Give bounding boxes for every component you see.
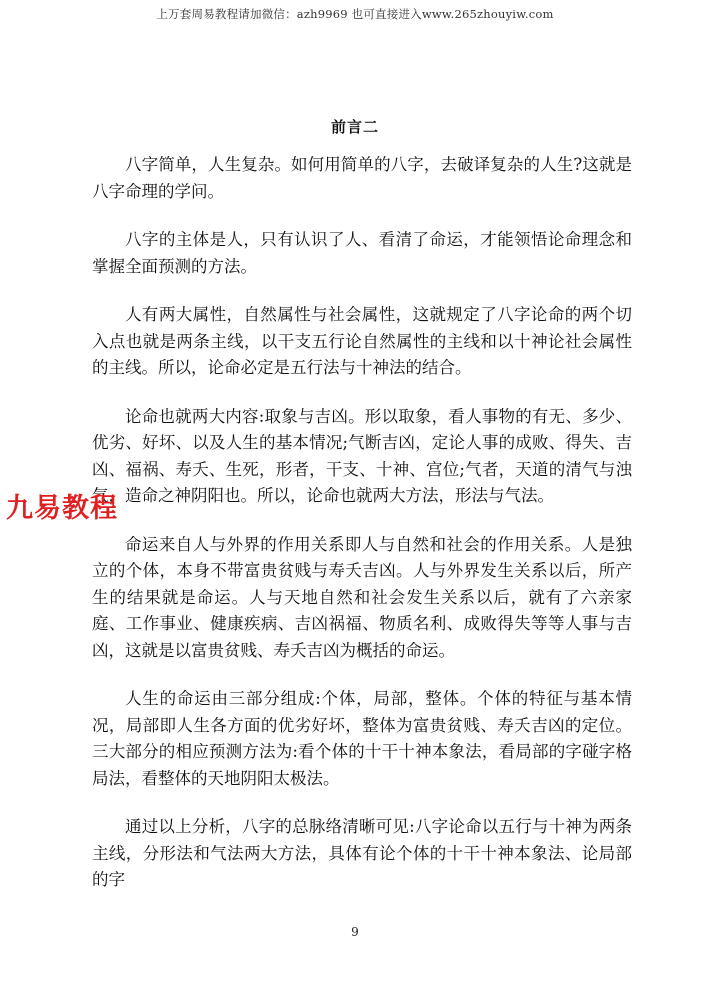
header-banner: 上万套周易教程请加微信：azh9969 也可直接进入www.265zhouyiw.com [156, 7, 554, 21]
paragraph-3: 人有两大属性，自然属性与社会属性，这就规定了八字论命的两个切入点也就是两条主线，以干支五行论自然属性的主线和以十神论社会属性的主线。所以，论命必定是五行法与十神法的结合。 [92, 305, 632, 377]
paragraph-5: 命运来自人与外界的作用关系即人与自然和社会的作用关系。人是独立的个体，本身不带富贵贫贱与寿夭吉凶。人与外界发生关系以后，所产生的结果就是命运。人与天地自然和社会发生关系以后，就有了六亲家庭、工作事业、健康疾病、吉凶祸福、物质名利、成败得失等等人事与吉凶，这就是以富贵贫贱、寿夭吉凶为概括的命运。 [92, 534, 632, 660]
page-title: 前言二 [330, 118, 379, 136]
paragraph-6: 人生的命运由三部分组成:个体，局部，整体。个体的特征与基本情况，局部即人生各方面的优劣好坏，整体为富贵贫贱、寿夭吉凶的定位。三大部分的相应预测方法为:看个体的十干十神本象法，看局部的字碰字格局法，看整体的天地阴阳太极法。 [92, 689, 632, 788]
paragraph-4: 论命也就两大内容:取象与吉凶。形以取象，看人事物的有无、多少、优劣、好坏、以及人生的基本情况;气断吉凶，定论人事的成败、得失、吉凶、福祸、寿夭、生死，形者，干支、十神、宫位;气者，天道的清气与浊气，造命之神阴阳也。所以，论命也就两大方法，形法与气法。 [92, 406, 632, 505]
page-number: 9 [351, 925, 359, 939]
document-body [92, 152, 632, 916]
watermark-logo: 九易教程 [6, 493, 118, 524]
paragraph-7: 通过以上分析，八字的总脉络清晰可见:八字论命以五行与十神为两条主线，分形法和气法两大方法，具体有论个体的十干十神本象法、论局部的字 [92, 817, 632, 889]
paragraph-2: 八字的主体是人，只有认识了人、看清了命运，才能领悟论命理念和掌握全面预测的方法。 [92, 230, 632, 276]
paragraph-1: 八字简单，人生复杂。如何用简单的八字，去破译复杂的人生?这就是八字命理的学问。 [92, 155, 632, 201]
